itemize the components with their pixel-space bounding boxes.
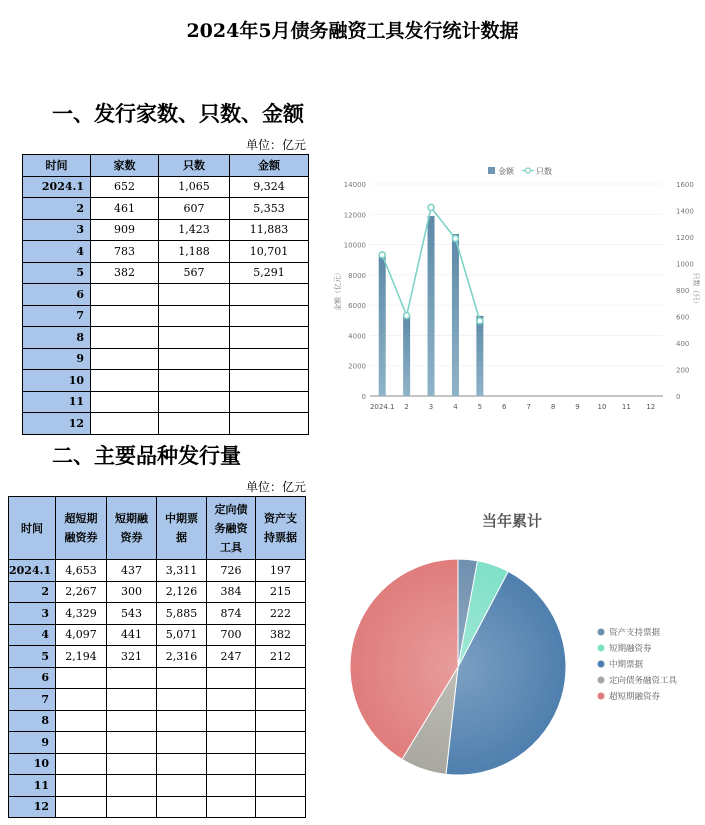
bar-amount <box>476 316 483 396</box>
table-cell <box>91 284 159 306</box>
table-cell <box>159 305 230 327</box>
table-row <box>23 198 309 220</box>
table-cell: 2,126 <box>157 581 207 603</box>
x-tick-label: 2024.1 <box>369 403 395 411</box>
x-tick-label: 3 <box>428 403 434 411</box>
table-cell <box>56 710 107 732</box>
legend-label: 中期票据 <box>609 660 644 670</box>
table-cell <box>159 348 230 370</box>
y-tick-label: 2000 <box>348 362 366 371</box>
table-cell <box>91 348 159 370</box>
table-cell: 382 <box>91 262 159 284</box>
row-period: 12 <box>9 796 56 818</box>
section1-unit: 单位：亿元 <box>246 138 307 152</box>
y-tick-label: 8000 <box>348 271 366 280</box>
row-period: 8 <box>9 710 56 732</box>
table-cell <box>159 370 230 392</box>
x-tick-label: 8 <box>550 403 556 411</box>
table-cell: 700 <box>207 624 256 646</box>
table-row <box>23 262 309 284</box>
row-period: 12 <box>23 413 91 435</box>
table-cell <box>91 370 159 392</box>
y-tick-label: 0 <box>361 393 366 401</box>
point-count <box>428 204 434 210</box>
x-tick-label: 6 <box>502 403 507 411</box>
variety-table-body <box>9 560 306 818</box>
table-cell <box>157 732 207 754</box>
bar-amount <box>428 216 435 396</box>
legend-label: 资产支持票据 <box>609 628 661 638</box>
table-row <box>9 796 306 818</box>
table-cell <box>157 689 207 711</box>
table-cell: 212 <box>256 646 306 668</box>
table-cell: 5,291 <box>230 262 309 284</box>
table-cell <box>157 775 207 797</box>
section2-unit: 单位：亿元 <box>246 480 307 494</box>
table-row <box>9 667 306 689</box>
y-right-tick-label: 1400 <box>676 207 694 216</box>
row-period: 7 <box>9 689 56 711</box>
table-cell: 9,324 <box>230 176 309 198</box>
table-cell: 909 <box>91 219 159 241</box>
table-cell <box>207 753 256 775</box>
table-cell: 11,883 <box>230 219 309 241</box>
row-period: 7 <box>23 305 91 327</box>
table-cell: 10,701 <box>230 241 309 263</box>
table-row <box>9 646 306 668</box>
legend-swatch <box>598 661 605 668</box>
table-cell: 1,065 <box>159 176 230 198</box>
table-cell: 461 <box>91 198 159 220</box>
legend-swatch <box>598 645 605 652</box>
table-row <box>9 581 306 603</box>
variety-table-header-cell: 中期票据 <box>157 497 207 560</box>
table-cell <box>107 667 157 689</box>
row-period: 6 <box>9 667 56 689</box>
table-cell <box>230 305 309 327</box>
table-cell <box>256 775 306 797</box>
issuance-table-header-cell: 只数 <box>159 155 230 177</box>
table-cell: 2,194 <box>56 646 107 668</box>
table-cell <box>230 284 309 306</box>
x-tick-label: 11 <box>621 403 631 411</box>
x-tick-label: 5 <box>477 403 483 411</box>
legend-label-amount: 金额 <box>498 167 514 176</box>
table-cell: 382 <box>256 624 306 646</box>
variety-table-header-cell: 短期融资券 <box>107 497 157 560</box>
table-cell <box>256 753 306 775</box>
pie-title: 当年累计 <box>481 512 543 530</box>
table-cell: 247 <box>207 646 256 668</box>
table-row <box>9 753 306 775</box>
table-cell <box>256 732 306 754</box>
row-period: 3 <box>23 219 91 241</box>
legend-swatch-amount <box>488 167 495 174</box>
table-cell <box>157 710 207 732</box>
table-cell <box>91 391 159 413</box>
x-tick-label: 7 <box>526 403 531 411</box>
legend-swatch-count-dot <box>526 168 531 173</box>
issuance-table-header <box>23 155 309 177</box>
variety-table-header-cell: 时间 <box>9 497 56 560</box>
row-period: 2024.1 <box>23 176 91 198</box>
variety-table-header-cell: 超短期融资券 <box>56 497 107 560</box>
table-cell <box>159 327 230 349</box>
legend-swatch <box>598 693 605 700</box>
table-row <box>23 176 309 198</box>
table-cell: 2,316 <box>157 646 207 668</box>
table-cell: 300 <box>107 581 157 603</box>
table-row <box>23 305 309 327</box>
table-cell <box>207 732 256 754</box>
legend-swatch <box>598 677 605 684</box>
table-cell <box>107 732 157 754</box>
table-cell <box>207 667 256 689</box>
table-row <box>23 348 309 370</box>
point-count <box>477 318 483 324</box>
table-cell <box>56 753 107 775</box>
table-row <box>9 624 306 646</box>
table-cell <box>91 413 159 435</box>
issuance-table-header-cell: 金额 <box>230 155 309 177</box>
table-cell: 321 <box>107 646 157 668</box>
variety-table-header <box>9 497 306 560</box>
table-cell <box>91 305 159 327</box>
section2-title: 二、主要品种发行量 <box>52 443 241 468</box>
table-row <box>9 560 306 582</box>
row-period: 2 <box>9 581 56 603</box>
table-row <box>23 327 309 349</box>
table-cell: 5,885 <box>157 603 207 625</box>
table-row <box>23 284 309 306</box>
issuance-table-header-cell: 家数 <box>91 155 159 177</box>
table-cell <box>207 796 256 818</box>
table-cell: 726 <box>207 560 256 582</box>
table-cell: 567 <box>159 262 230 284</box>
bar-amount <box>452 234 459 396</box>
table-cell <box>230 370 309 392</box>
table-cell <box>159 284 230 306</box>
table-cell <box>256 689 306 711</box>
table-cell <box>107 775 157 797</box>
table-cell: 783 <box>91 241 159 263</box>
table-cell: 5,353 <box>230 198 309 220</box>
row-period: 9 <box>9 732 56 754</box>
table-cell <box>207 689 256 711</box>
row-period: 4 <box>23 241 91 263</box>
row-period: 5 <box>9 646 56 668</box>
y-right-tick-label: 200 <box>676 366 690 375</box>
cumulative-pie-chart <box>330 500 700 800</box>
y-right-tick-label: 1600 <box>676 181 694 189</box>
table-cell: 543 <box>107 603 157 625</box>
x-tick-label: 10 <box>597 403 607 411</box>
bar-amount <box>379 255 386 396</box>
table-cell: 4,329 <box>56 603 107 625</box>
variety-table-header-cell: 资产支持票据 <box>256 497 306 560</box>
table-cell <box>91 327 159 349</box>
row-period: 5 <box>23 262 91 284</box>
row-period: 2 <box>23 198 91 220</box>
table-cell: 2,267 <box>56 581 107 603</box>
point-count <box>452 236 458 242</box>
bar-amount <box>403 315 410 396</box>
x-tick-label: 9 <box>575 403 580 411</box>
table-cell <box>159 413 230 435</box>
table-row <box>23 391 309 413</box>
table-cell: 874 <box>207 603 256 625</box>
y-tick-label: 12000 <box>343 211 366 220</box>
variety-table <box>8 496 306 818</box>
table-row <box>9 732 306 754</box>
table-cell <box>56 732 107 754</box>
table-cell <box>256 667 306 689</box>
table-cell <box>256 796 306 818</box>
variety-table-header-cell: 定向债务融资工具 <box>207 497 256 560</box>
row-period: 9 <box>23 348 91 370</box>
table-cell: 441 <box>107 624 157 646</box>
y-right-tick-label: 1200 <box>676 234 694 242</box>
row-period: 2024.1 <box>9 560 56 582</box>
table-cell: 1,423 <box>159 219 230 241</box>
page-title: 2024年5月债务融资工具发行统计数据 <box>186 20 519 42</box>
y-axis-title: 金额（亿元） <box>334 269 342 311</box>
table-cell: 1,188 <box>159 241 230 263</box>
table-cell: 215 <box>256 581 306 603</box>
y-tick-label: 6000 <box>348 302 366 311</box>
table-cell <box>56 775 107 797</box>
table-cell <box>56 667 107 689</box>
y-right-tick-label: 400 <box>676 340 690 348</box>
y-right-tick-label: 0 <box>676 393 681 401</box>
table-cell <box>107 710 157 732</box>
table-row <box>9 775 306 797</box>
y-right-tick-label: 600 <box>676 313 690 322</box>
table-cell <box>157 753 207 775</box>
y-right-tick-label: 800 <box>676 287 690 295</box>
y-tick-label: 4000 <box>348 332 366 341</box>
table-cell: 437 <box>107 560 157 582</box>
table-cell <box>56 689 107 711</box>
table-cell <box>107 796 157 818</box>
table-cell: 4,097 <box>56 624 107 646</box>
table-cell <box>230 327 309 349</box>
issuance-table-body <box>23 176 309 434</box>
table-cell: 3,311 <box>157 560 207 582</box>
table-cell: 197 <box>256 560 306 582</box>
point-count <box>404 313 410 319</box>
legend-label-count: 只数 <box>536 167 552 176</box>
row-period: 8 <box>23 327 91 349</box>
table-row <box>23 413 309 435</box>
section1-title: 一、发行家数、只数、金额 <box>52 101 304 126</box>
table-cell <box>107 689 157 711</box>
table-row <box>9 603 306 625</box>
x-tick-label: 12 <box>646 403 656 411</box>
table-cell <box>207 710 256 732</box>
table-cell <box>157 796 207 818</box>
y-right-axis-title: 只数（只） <box>692 272 700 308</box>
table-row <box>23 219 309 241</box>
table-cell: 4,653 <box>56 560 107 582</box>
y-right-tick-label: 1000 <box>676 260 694 269</box>
row-period: 6 <box>23 284 91 306</box>
row-period: 3 <box>9 603 56 625</box>
legend-swatch <box>598 629 605 636</box>
table-cell <box>56 796 107 818</box>
legend-label: 超短期融资券 <box>609 692 661 702</box>
issuance-table <box>22 154 309 435</box>
table-row <box>9 689 306 711</box>
row-period: 10 <box>9 753 56 775</box>
table-row <box>23 241 309 263</box>
y-tick-label: 14000 <box>343 181 366 189</box>
table-cell: 222 <box>256 603 306 625</box>
row-period: 11 <box>23 391 91 413</box>
table-cell <box>159 391 230 413</box>
table-cell <box>230 413 309 435</box>
table-cell <box>207 775 256 797</box>
table-cell <box>230 348 309 370</box>
table-cell: 652 <box>91 176 159 198</box>
x-tick-label: 4 <box>453 403 458 411</box>
table-row <box>23 370 309 392</box>
row-period: 10 <box>23 370 91 392</box>
legend-label: 定向债务融资工具 <box>609 676 678 686</box>
row-period: 4 <box>9 624 56 646</box>
table-cell <box>107 753 157 775</box>
table-cell: 607 <box>159 198 230 220</box>
table-cell <box>256 710 306 732</box>
table-cell <box>230 391 309 413</box>
table-cell <box>157 667 207 689</box>
row-period: 11 <box>9 775 56 797</box>
y-tick-label: 10000 <box>343 241 366 250</box>
issuance-chart <box>330 160 700 420</box>
issuance-table-header-cell: 时间 <box>23 155 91 177</box>
table-cell: 5,071 <box>157 624 207 646</box>
point-count <box>379 252 385 258</box>
table-row <box>9 710 306 732</box>
table-cell: 384 <box>207 581 256 603</box>
legend-label: 短期融资券 <box>609 644 652 654</box>
x-tick-label: 2 <box>404 403 409 411</box>
